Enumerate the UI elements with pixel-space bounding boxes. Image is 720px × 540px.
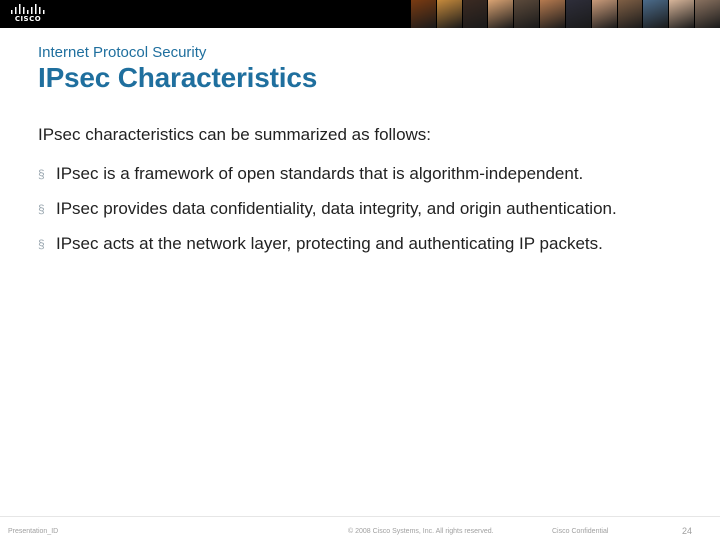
banner-photo [642, 0, 668, 28]
slide-lead: IPsec characteristics can be summarized as follows: [38, 125, 432, 144]
page-number: 24 [682, 526, 693, 536]
banner-photo [617, 0, 643, 28]
banner-photo [591, 0, 617, 28]
banner-photo [436, 0, 462, 28]
top-banner [0, 0, 720, 28]
photo-strip [410, 0, 720, 28]
bullet-text: IPsec acts at the network layer, protecting and authenticating IP packets. [56, 234, 603, 253]
footer-presentation-id: Presentation_ID [8, 528, 59, 535]
footer-divider [0, 516, 720, 517]
banner-photo [668, 0, 694, 28]
banner-photo [539, 0, 565, 28]
slide-kicker: Internet Protocol Security [38, 44, 207, 61]
banner-photo [410, 0, 436, 28]
banner-photo [487, 0, 513, 28]
footer-copyright: © 2008 Cisco Systems, Inc. All rights reserved. [348, 528, 494, 535]
bullet-list [38, 163, 698, 268]
bullet-text: IPsec is a framework of open standards that is algorithm-independent. [56, 164, 584, 183]
banner-photo [565, 0, 591, 28]
logo-wordmark: CISCO [14, 15, 42, 23]
cisco-bars-icon [10, 4, 46, 14]
slide-title: IPsec Characteristics [38, 62, 318, 93]
cisco-logo [8, 4, 48, 24]
banner-photo [462, 0, 488, 28]
bullet-item [38, 198, 698, 220]
banner-photo [513, 0, 539, 28]
bullet-marker-icon: § [38, 237, 45, 251]
bullet-item [38, 163, 698, 185]
footer-confidential: Cisco Confidential [552, 528, 609, 535]
bullet-marker-icon: § [38, 167, 45, 181]
bullet-item [38, 233, 698, 255]
banner-photo [694, 0, 720, 28]
bullet-marker-icon: § [38, 202, 45, 216]
bullet-text: IPsec provides data confidentiality, data integrity, and origin authentication. [56, 199, 617, 218]
